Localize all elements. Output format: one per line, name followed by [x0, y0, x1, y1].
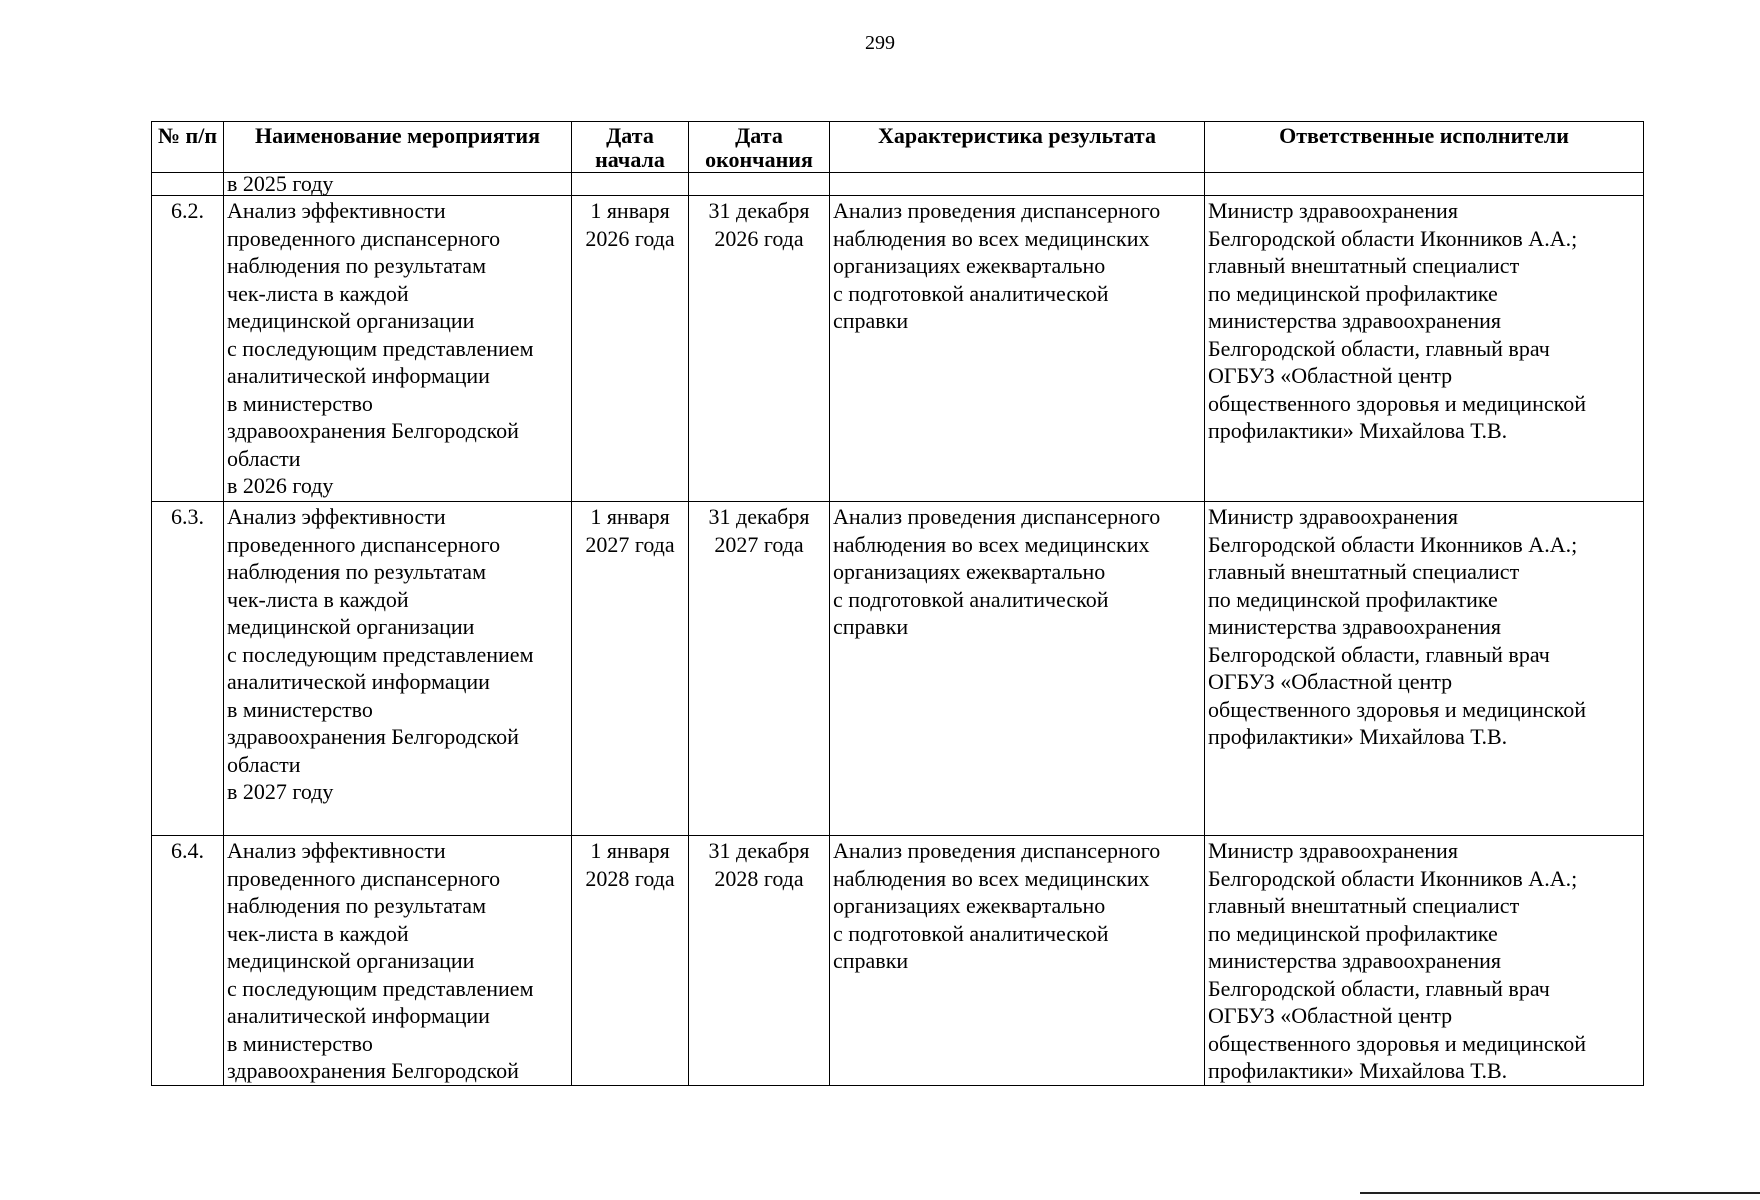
cell-line: в министерство	[227, 1030, 373, 1056]
cell-line: Анализ эффективности	[227, 504, 446, 529]
cell-line: 2026 года	[585, 225, 675, 251]
cell-line: главный внештатный специалист	[1208, 253, 1520, 278]
cell-line: справки	[833, 308, 909, 333]
cell-line: Белгородской области, главный врач	[1208, 335, 1550, 361]
cell-line: главный внештатный специалист	[1208, 893, 1520, 918]
cell-line: в министерство	[227, 696, 373, 722]
cell-line: 2027 года	[585, 531, 675, 557]
cell-line: 2028 года	[585, 865, 675, 891]
cell-line: 2028 года	[714, 865, 804, 891]
cell-line: Анализ эффективности	[227, 838, 446, 863]
header-num: № п/п	[152, 122, 224, 173]
cell-line: организациях ежеквартально	[833, 893, 1106, 918]
scan-edge-line	[1360, 1192, 1760, 1194]
cell-line: главный внештатный специалист	[1208, 559, 1520, 584]
cell-line: Министр здравоохранения	[1208, 838, 1458, 863]
cell-line: аналитической информации	[227, 363, 490, 388]
cell-line: профилактики» Михайлова Т.В.	[1208, 724, 1508, 749]
continuation-responsible-cell	[1205, 173, 1644, 196]
cell-line: Министр здравоохранения	[1208, 504, 1458, 529]
cell-line: в 2027 году	[227, 779, 334, 804]
cell-line: в 2026 году	[227, 473, 334, 498]
cell-line: Белгородской области Иконников А.А.;	[1208, 865, 1578, 891]
cell-line: здравоохранения Белгородской	[227, 1058, 519, 1083]
cell-line: наблюдения во всех медицинских	[833, 225, 1150, 251]
cell-line: профилактики» Михайлова Т.В.	[1208, 418, 1508, 443]
row-name	[224, 196, 572, 502]
cell-line: справки	[833, 948, 909, 973]
cell-line: общественного здоровья и медицинской	[1208, 390, 1586, 416]
cell-line: министерства здравоохранения	[1208, 308, 1502, 333]
cell-line: 31 декабря	[708, 198, 810, 223]
cell-line: наблюдения по результатам	[227, 893, 486, 918]
cell-line: по медицинской профилактике	[1208, 920, 1498, 946]
cell-line: 2026 года	[714, 225, 804, 251]
cell-line: проведенного диспансерного	[227, 225, 501, 251]
cell-line: медицинской организации	[227, 948, 475, 973]
row-num: 6.2.	[152, 196, 224, 502]
cell-line: с последующим представлением	[227, 335, 534, 361]
cell-line: аналитической информации	[227, 669, 490, 694]
row-result	[830, 196, 1205, 502]
cell-line: наблюдения во всех медицинских	[833, 531, 1150, 557]
cell-line: 1 января	[590, 504, 670, 529]
cell-line: Анализ эффективности	[227, 198, 446, 223]
cell-line: 2027 года	[714, 531, 804, 557]
cell-line: по медицинской профилактике	[1208, 280, 1498, 306]
row-start-date	[572, 502, 689, 836]
row-num: 6.4.	[152, 836, 224, 1086]
cell-line: общественного здоровья и медицинской	[1208, 696, 1586, 722]
header-start-date: Дата начала	[572, 122, 689, 173]
cell-line: министерства здравоохранения	[1208, 614, 1502, 639]
cell-line: здравоохранения Белгородской	[227, 724, 519, 749]
row-result	[830, 836, 1205, 1086]
cell-line: ОГБУЗ «Областной центр	[1208, 669, 1453, 694]
row-end-date	[689, 502, 830, 836]
row-responsible	[1205, 836, 1644, 1086]
cell-line: чек-листа в каждой	[227, 280, 409, 306]
cell-line: проведенного диспансерного	[227, 531, 501, 557]
cell-line: по медицинской профилактике	[1208, 586, 1498, 612]
table-row	[152, 196, 1644, 502]
cell-line: здравоохранения Белгородской	[227, 418, 519, 443]
row-start-date	[572, 836, 689, 1086]
row-start-date	[572, 196, 689, 502]
header-end-date: Дата окончания	[689, 122, 830, 173]
cell-line: 31 декабря	[708, 838, 810, 863]
cell-line: Анализ проведения диспансерного	[833, 838, 1161, 863]
events-table	[151, 121, 1644, 1086]
cell-line: 1 января	[590, 198, 670, 223]
cell-line: наблюдения по результатам	[227, 253, 486, 278]
cell-line: ОГБУЗ «Областной центр	[1208, 1003, 1453, 1028]
table-row	[152, 502, 1644, 836]
cell-line: наблюдения во всех медицинских	[833, 865, 1150, 891]
row-num: 6.3.	[152, 502, 224, 836]
row-responsible	[1205, 196, 1644, 502]
row-end-date	[689, 196, 830, 502]
cell-line: Анализ проведения диспансерного	[833, 504, 1161, 529]
cell-line: ОГБУЗ «Областной центр	[1208, 363, 1453, 388]
cell-line: министерства здравоохранения	[1208, 948, 1502, 973]
cell-line: с последующим представлением	[227, 975, 534, 1001]
page-number: 299	[865, 32, 895, 54]
cell-line: с последующим представлением	[227, 641, 534, 667]
cell-line: области	[227, 751, 301, 777]
row-name	[224, 836, 572, 1086]
cell-line: организациях ежеквартально	[833, 253, 1106, 278]
row-responsible	[1205, 502, 1644, 836]
continuation-start-cell	[572, 173, 689, 196]
cell-line: организациях ежеквартально	[833, 559, 1106, 584]
cell-line: наблюдения по результатам	[227, 559, 486, 584]
cell-line: Белгородской области, главный врач	[1208, 975, 1550, 1001]
cell-line: общественного здоровья и медицинской	[1208, 1030, 1586, 1056]
cell-line: с подготовкой аналитической	[833, 586, 1109, 612]
continuation-end-cell	[689, 173, 830, 196]
cell-line: справки	[833, 614, 909, 639]
row-name	[224, 502, 572, 836]
header-name: Наименование мероприятия	[224, 122, 572, 173]
table-row	[152, 836, 1644, 1086]
cell-line: медицинской организации	[227, 308, 475, 333]
cell-line: медицинской организации	[227, 614, 475, 639]
row-end-date	[689, 836, 830, 1086]
cell-line: с подготовкой аналитической	[833, 280, 1109, 306]
cell-line: в министерство	[227, 390, 373, 416]
cell-line: 31 декабря	[708, 504, 810, 529]
continuation-row	[152, 173, 1644, 196]
cell-line: Белгородской области Иконников А.А.;	[1208, 225, 1578, 251]
header-responsible: Ответственные исполнители	[1205, 122, 1644, 173]
cell-line: профилактики» Михайлова Т.В.	[1208, 1058, 1508, 1083]
cell-line: Анализ проведения диспансерного	[833, 198, 1161, 223]
continuation-result-cell	[830, 173, 1205, 196]
cell-line: проведенного диспансерного	[227, 865, 501, 891]
cell-line: Белгородской области, главный врач	[1208, 641, 1550, 667]
continuation-num-cell	[152, 173, 224, 196]
cell-line: чек-листа в каждой	[227, 586, 409, 612]
cell-line: Белгородской области Иконников А.А.;	[1208, 531, 1578, 557]
row-result	[830, 502, 1205, 836]
table-header-row	[152, 122, 1644, 173]
cell-line: Министр здравоохранения	[1208, 198, 1458, 223]
cell-line: 1 января	[590, 838, 670, 863]
continuation-name-cell: в 2025 году	[224, 173, 572, 196]
cell-line: чек-листа в каждой	[227, 920, 409, 946]
cell-line: области	[227, 445, 301, 471]
header-result: Характеристика результата	[830, 122, 1205, 173]
cell-line: с подготовкой аналитической	[833, 920, 1109, 946]
cell-line: аналитической информации	[227, 1003, 490, 1028]
